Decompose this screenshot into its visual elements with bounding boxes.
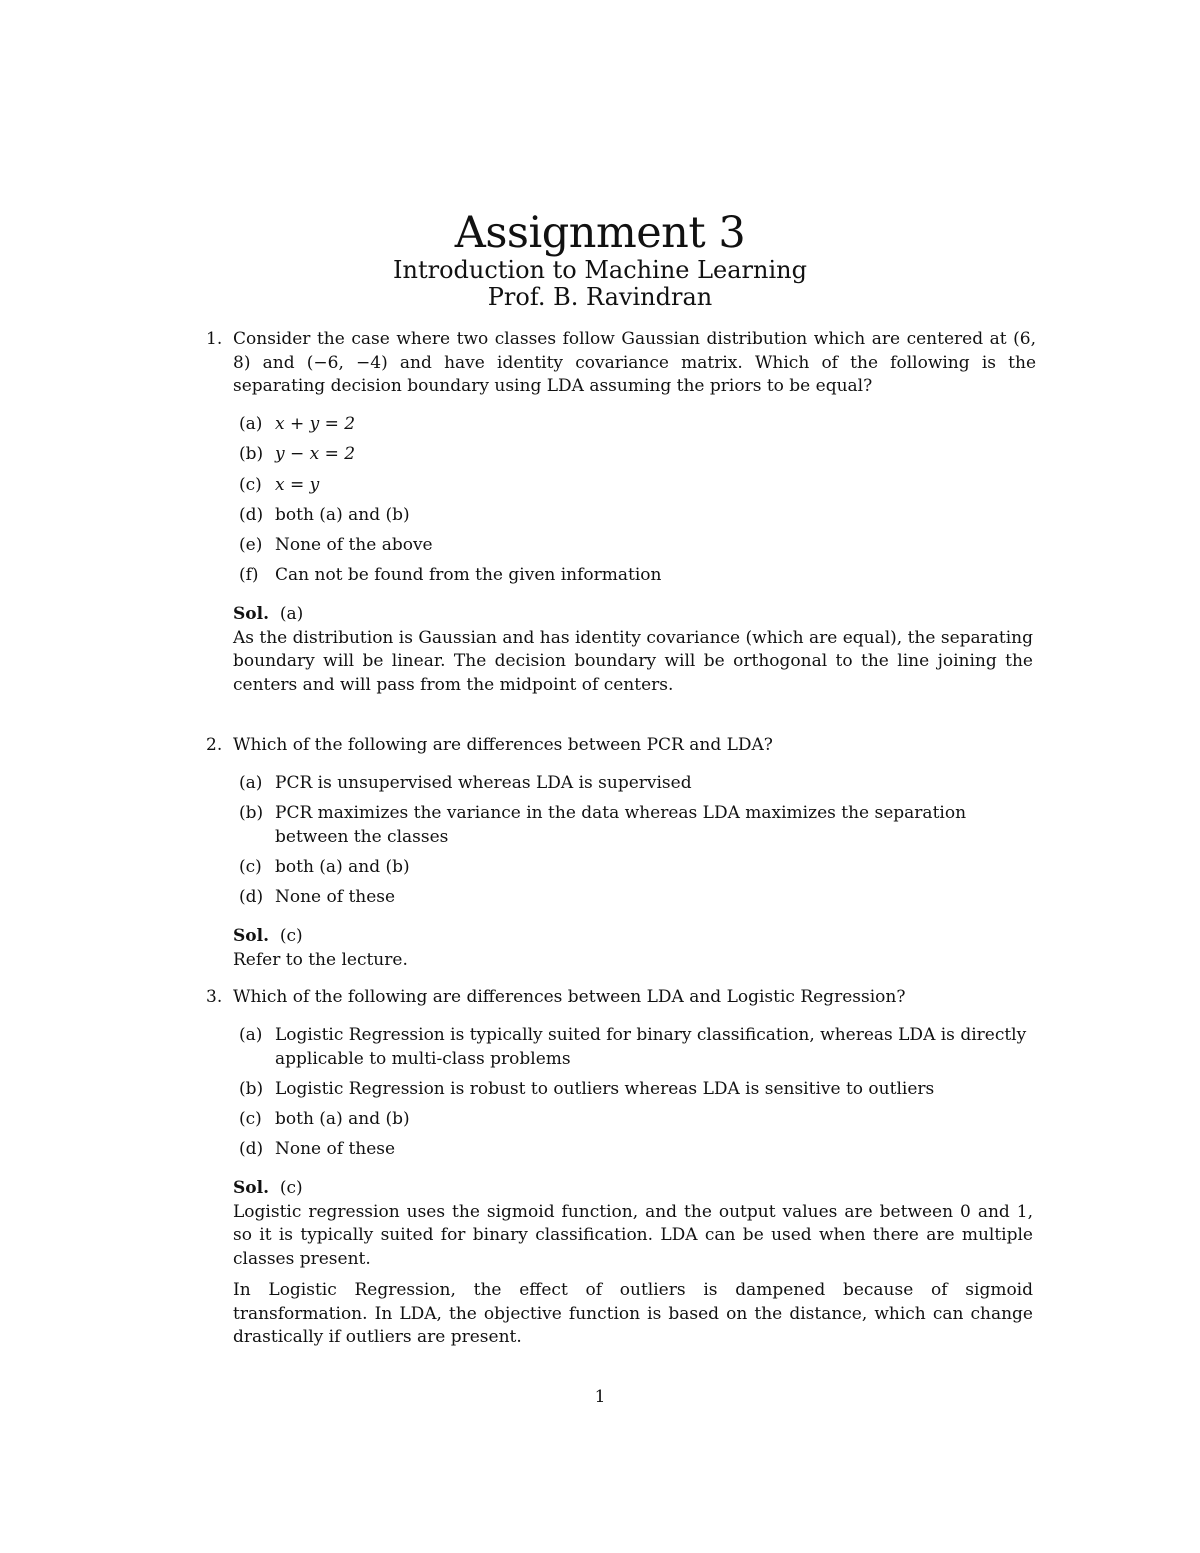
solution-2 <box>233 925 1033 972</box>
option-3d <box>233 1138 1033 1162</box>
option-1c <box>233 474 1033 498</box>
assignment-title: Assignment 3 <box>454 208 746 258</box>
question-text: Which of the following are differences between PCR and LDA? <box>233 735 773 755</box>
option-1b <box>233 443 1033 467</box>
option-label: (b) <box>239 1079 264 1099</box>
option-label: (a) <box>239 414 263 434</box>
question-number: 2. <box>206 735 223 755</box>
option-label: (c) <box>239 475 262 495</box>
option-text: None of these <box>275 887 396 907</box>
option-1e <box>233 534 1033 558</box>
option-text: both (a) and (b) <box>275 1109 410 1129</box>
option-text: Logistic Regression is robust to outliers whereas LDA is sensitive to outliers <box>275 1079 935 1099</box>
solution-label: Sol. <box>233 604 269 624</box>
solution-heading <box>233 1177 1033 1201</box>
option-text: PCR maximizes the variance in the data whereas LDA maximizes the separation between the classes <box>275 803 967 847</box>
solution-heading <box>233 925 1033 949</box>
option-1f <box>233 564 1033 588</box>
option-text: y − x = 2 <box>275 444 356 464</box>
question-1 <box>206 328 1036 399</box>
option-1a <box>233 413 1033 437</box>
question-number: 3. <box>206 987 223 1007</box>
option-label: (d) <box>239 887 264 907</box>
option-label: (a) <box>239 1025 263 1045</box>
option-2a <box>233 772 1033 796</box>
question-text: Which of the following are differences between LDA and Logistic Regression? <box>233 987 906 1007</box>
solution-answer: (a) <box>279 604 304 624</box>
solution-1 <box>233 603 1033 697</box>
solution-answer: (c) <box>279 926 303 946</box>
question-2 <box>206 734 1036 758</box>
option-1d <box>233 504 1033 528</box>
option-label: (d) <box>239 505 264 525</box>
question-text: Consider the case where two classes follow Gaussian distribution which are centered at (6, 8) and (−6, −4) and have identity covariance matrix. Which of the following is the separating decision boundary using LDA assuming the priors to be equal? <box>233 329 1036 396</box>
question-number: 1. <box>206 329 223 349</box>
option-3b <box>233 1078 1033 1102</box>
option-text: PCR is unsupervised whereas LDA is supervised <box>275 773 692 793</box>
solution-explanation: Refer to the lecture. <box>233 949 408 970</box>
option-text: Can not be found from the given information <box>275 565 662 585</box>
solution-explanation: As the distribution is Gaussian and has identity covariance (which are equal), the separating boundary will be linear. The decision boundary will be orthogonal to the line joining the centers and will pass from the midpoint of centers. <box>233 627 1034 695</box>
solution-heading <box>233 603 1033 627</box>
option-label: (b) <box>239 444 264 464</box>
solution-label: Sol. <box>233 926 269 946</box>
solution-label: Sol. <box>233 1178 269 1198</box>
option-text: Logistic Regression is typically suited for binary classification, whereas LDA is directly applicable to multi-class problems <box>275 1025 1027 1069</box>
solution-explanation-2: In Logistic Regression, the effect of outliers is dampened because of sigmoid transformation. In LDA, the objective function is based on the distance, which can change drastically if outliers are present. <box>233 1280 1033 1347</box>
course-name: Introduction to Machine Learning <box>393 256 807 284</box>
option-text: x + y = 2 <box>275 414 356 434</box>
option-text: None of these <box>275 1139 396 1159</box>
option-label: (e) <box>239 535 263 555</box>
option-label: (c) <box>239 1109 262 1129</box>
option-label: (f) <box>239 565 259 585</box>
option-3a <box>233 1024 1033 1071</box>
option-2d <box>233 886 1033 910</box>
question-3 <box>206 986 1036 1010</box>
option-label: (a) <box>239 773 263 793</box>
instructor-name: Prof. B. Ravindran <box>487 283 713 311</box>
solution-3 <box>233 1177 1033 1350</box>
option-text: both (a) and (b) <box>275 505 410 525</box>
option-text: None of the above <box>275 535 433 555</box>
solution-explanation: Logistic regression uses the sigmoid function, and the output values are between 0 and 1, so it is typically suited for binary classification. LDA can be used when there are multiple classes present. <box>233 1201 1033 1269</box>
option-label: (b) <box>239 803 264 823</box>
option-2c <box>233 856 1033 880</box>
option-text: both (a) and (b) <box>275 857 410 877</box>
option-label: (d) <box>239 1139 264 1159</box>
solution-answer: (c) <box>279 1178 303 1198</box>
option-label: (c) <box>239 857 262 877</box>
page-number: 1 <box>594 1387 606 1407</box>
option-2b <box>233 802 1033 849</box>
option-text: x = y <box>275 475 320 495</box>
option-3c <box>233 1108 1033 1132</box>
